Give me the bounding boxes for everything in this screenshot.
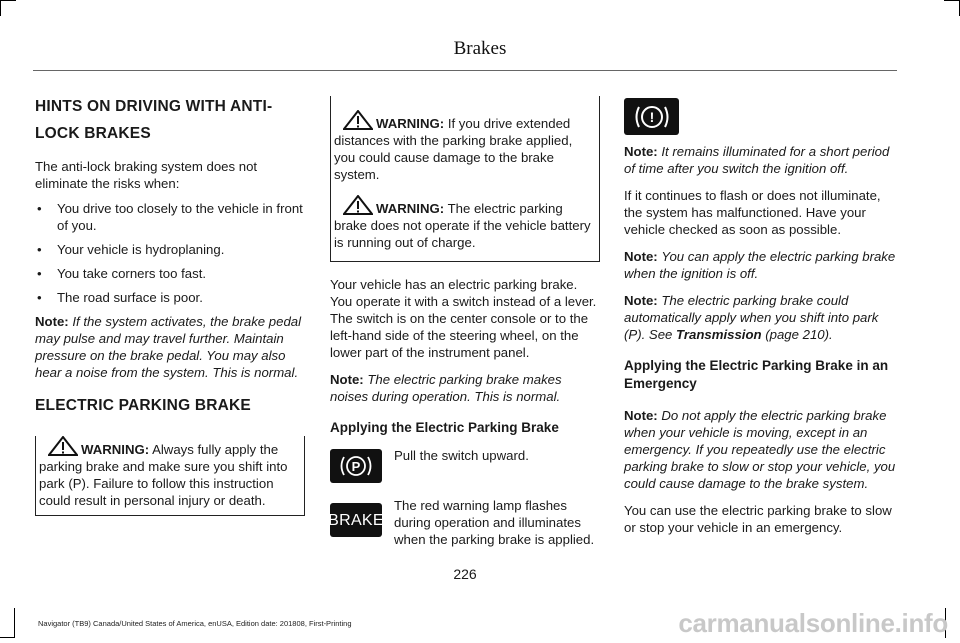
- column-3: [624, 96, 896, 536]
- parking-symbol-icon: [338, 452, 374, 480]
- warning-triangle-icon: [48, 436, 78, 456]
- crop-mark: [0, 637, 14, 638]
- brake-exclamation-icon: [624, 98, 679, 135]
- paragraph: If it continues to flash or does not illuminate, the system has malfunctioned. Have your vehicle checked as soon as possible.: [624, 188, 881, 237]
- crop-mark: [0, 0, 16, 1]
- cross-reference-link[interactable]: Transmission: [676, 327, 762, 342]
- note: [624, 143, 896, 177]
- note-label: Note:: [35, 314, 69, 329]
- section-heading-parking-brake: ELECTRIC PARKING BRAKE: [35, 397, 251, 414]
- note: [624, 407, 896, 492]
- warning-box: [330, 96, 600, 262]
- note-label: Note:: [624, 144, 658, 159]
- crop-mark: [0, 0, 1, 16]
- icon-description: Pull the switch upward.: [394, 448, 529, 463]
- crop-mark: [944, 0, 960, 1]
- list-item: [35, 289, 305, 306]
- list-item: [35, 200, 305, 234]
- warning-label: WARNING:: [376, 201, 445, 216]
- note-text: The electric parking brake could automatically apply when you shift into park (P). See: [624, 293, 879, 342]
- page-number: 226: [453, 566, 477, 582]
- note: [330, 371, 600, 405]
- parking-glyph: P: [351, 459, 361, 474]
- warning-label: WARNING:: [376, 116, 445, 131]
- note-text: The electric parking brake makes noises during operation. This is normal.: [330, 372, 562, 404]
- list-item-text: Your vehicle is hydroplaning.: [57, 242, 225, 257]
- parking-brake-icon: [330, 449, 382, 483]
- bullet-glyph: •: [37, 242, 42, 257]
- icon-row-parking: [330, 449, 600, 483]
- note-label: Note:: [624, 408, 658, 423]
- intro-paragraph: The anti-lock braking system does not eliminate the risks when:: [35, 159, 258, 191]
- warning-item: [334, 110, 593, 183]
- brake-label: BRAKE: [328, 511, 384, 529]
- note-label: Note:: [330, 372, 364, 387]
- note-label: Note:: [624, 249, 658, 264]
- section-heading-line2: LOCK BRAKES: [35, 125, 151, 142]
- bullet-glyph: •: [37, 201, 42, 216]
- list-item-text: You drive too closely to the vehicle in front of you.: [57, 201, 303, 233]
- note-label: Note:: [624, 293, 658, 308]
- warning-triangle-icon: [343, 195, 373, 215]
- note-text: If the system activates, the brake pedal may pulse and may travel further. Maintain pressure on the brake pedal. You may also hear a noise from the system. This is normal.: [35, 314, 302, 380]
- warning-box: [35, 436, 305, 516]
- note-text: It remains illuminated for a short period of time after you switch the ignition off.: [624, 144, 890, 176]
- note-text-suffix: (page 210).: [765, 327, 833, 342]
- warning-text: Always fully apply the parking brake and make sure you shift into park (P). Failure to follow this instruction could result in personal injury or death.: [39, 442, 288, 508]
- header-rule: [33, 70, 897, 71]
- watermark: carmanualsonline.info: [678, 608, 948, 638]
- paragraph: You can use the electric parking brake to slow or stop your vehicle in an emergency.: [624, 503, 892, 535]
- warning-text: The electric parking brake does not operate if the vehicle battery is running out of charge.: [334, 201, 591, 250]
- crop-mark: [14, 608, 15, 638]
- note: [35, 313, 305, 381]
- note-text: Do not apply the electric parking brake when your vehicle is moving, except in an emergency. If you repeatedly use the electric parking brake to slow or stop your vehicle, you could cause damage to the brake system.: [624, 408, 896, 491]
- subheading: Applying the Electric Parking Brake: [330, 420, 559, 435]
- note-text: You can apply the electric parking brake when the ignition is off.: [624, 249, 896, 281]
- page-title: Brakes: [453, 38, 507, 59]
- bullet-glyph: •: [37, 290, 42, 305]
- bullet-glyph: •: [37, 266, 42, 281]
- note: [624, 248, 896, 282]
- icon-description: The red warning lamp flashes during operation and illuminates when the parking brake is applied.: [394, 498, 595, 547]
- exclamation-circle-icon: [632, 102, 672, 132]
- warning-label: WARNING:: [81, 442, 150, 457]
- column-1: [35, 96, 305, 516]
- exclamation-glyph: !: [649, 108, 654, 125]
- icon-row-brake: [330, 497, 600, 548]
- warning-text: If you drive extended distances with the parking brake applied, you could cause damage to the brake system.: [334, 116, 573, 182]
- intro-paragraph: Your vehicle has an electric parking brake. You operate it with a switch instead of a lever. The switch is on the center console or to the left-hand side of the steering wheel, on the lower part of the instrument panel.: [330, 277, 597, 360]
- list-item: [35, 241, 305, 258]
- column-2: [330, 96, 600, 562]
- warning-item: [334, 195, 593, 251]
- edition-footer: Navigator (TB9) Canada/United States of America, enUSA, Edition date: 201808, First-Printing: [38, 619, 352, 628]
- warning-item: [39, 436, 298, 509]
- subheading: Applying the Electric Parking Brake in an Emergency: [624, 358, 889, 391]
- brake-warning-lamp-icon: [330, 503, 382, 537]
- note: [624, 292, 896, 343]
- risk-list: [35, 200, 305, 306]
- section-heading-line1: HINTS ON DRIVING WITH ANTI-: [35, 98, 273, 115]
- warning-triangle-icon: [343, 110, 373, 130]
- list-item-text: You take corners too fast.: [57, 266, 207, 281]
- list-item-text: The road surface is poor.: [57, 290, 203, 305]
- list-item: [35, 265, 305, 282]
